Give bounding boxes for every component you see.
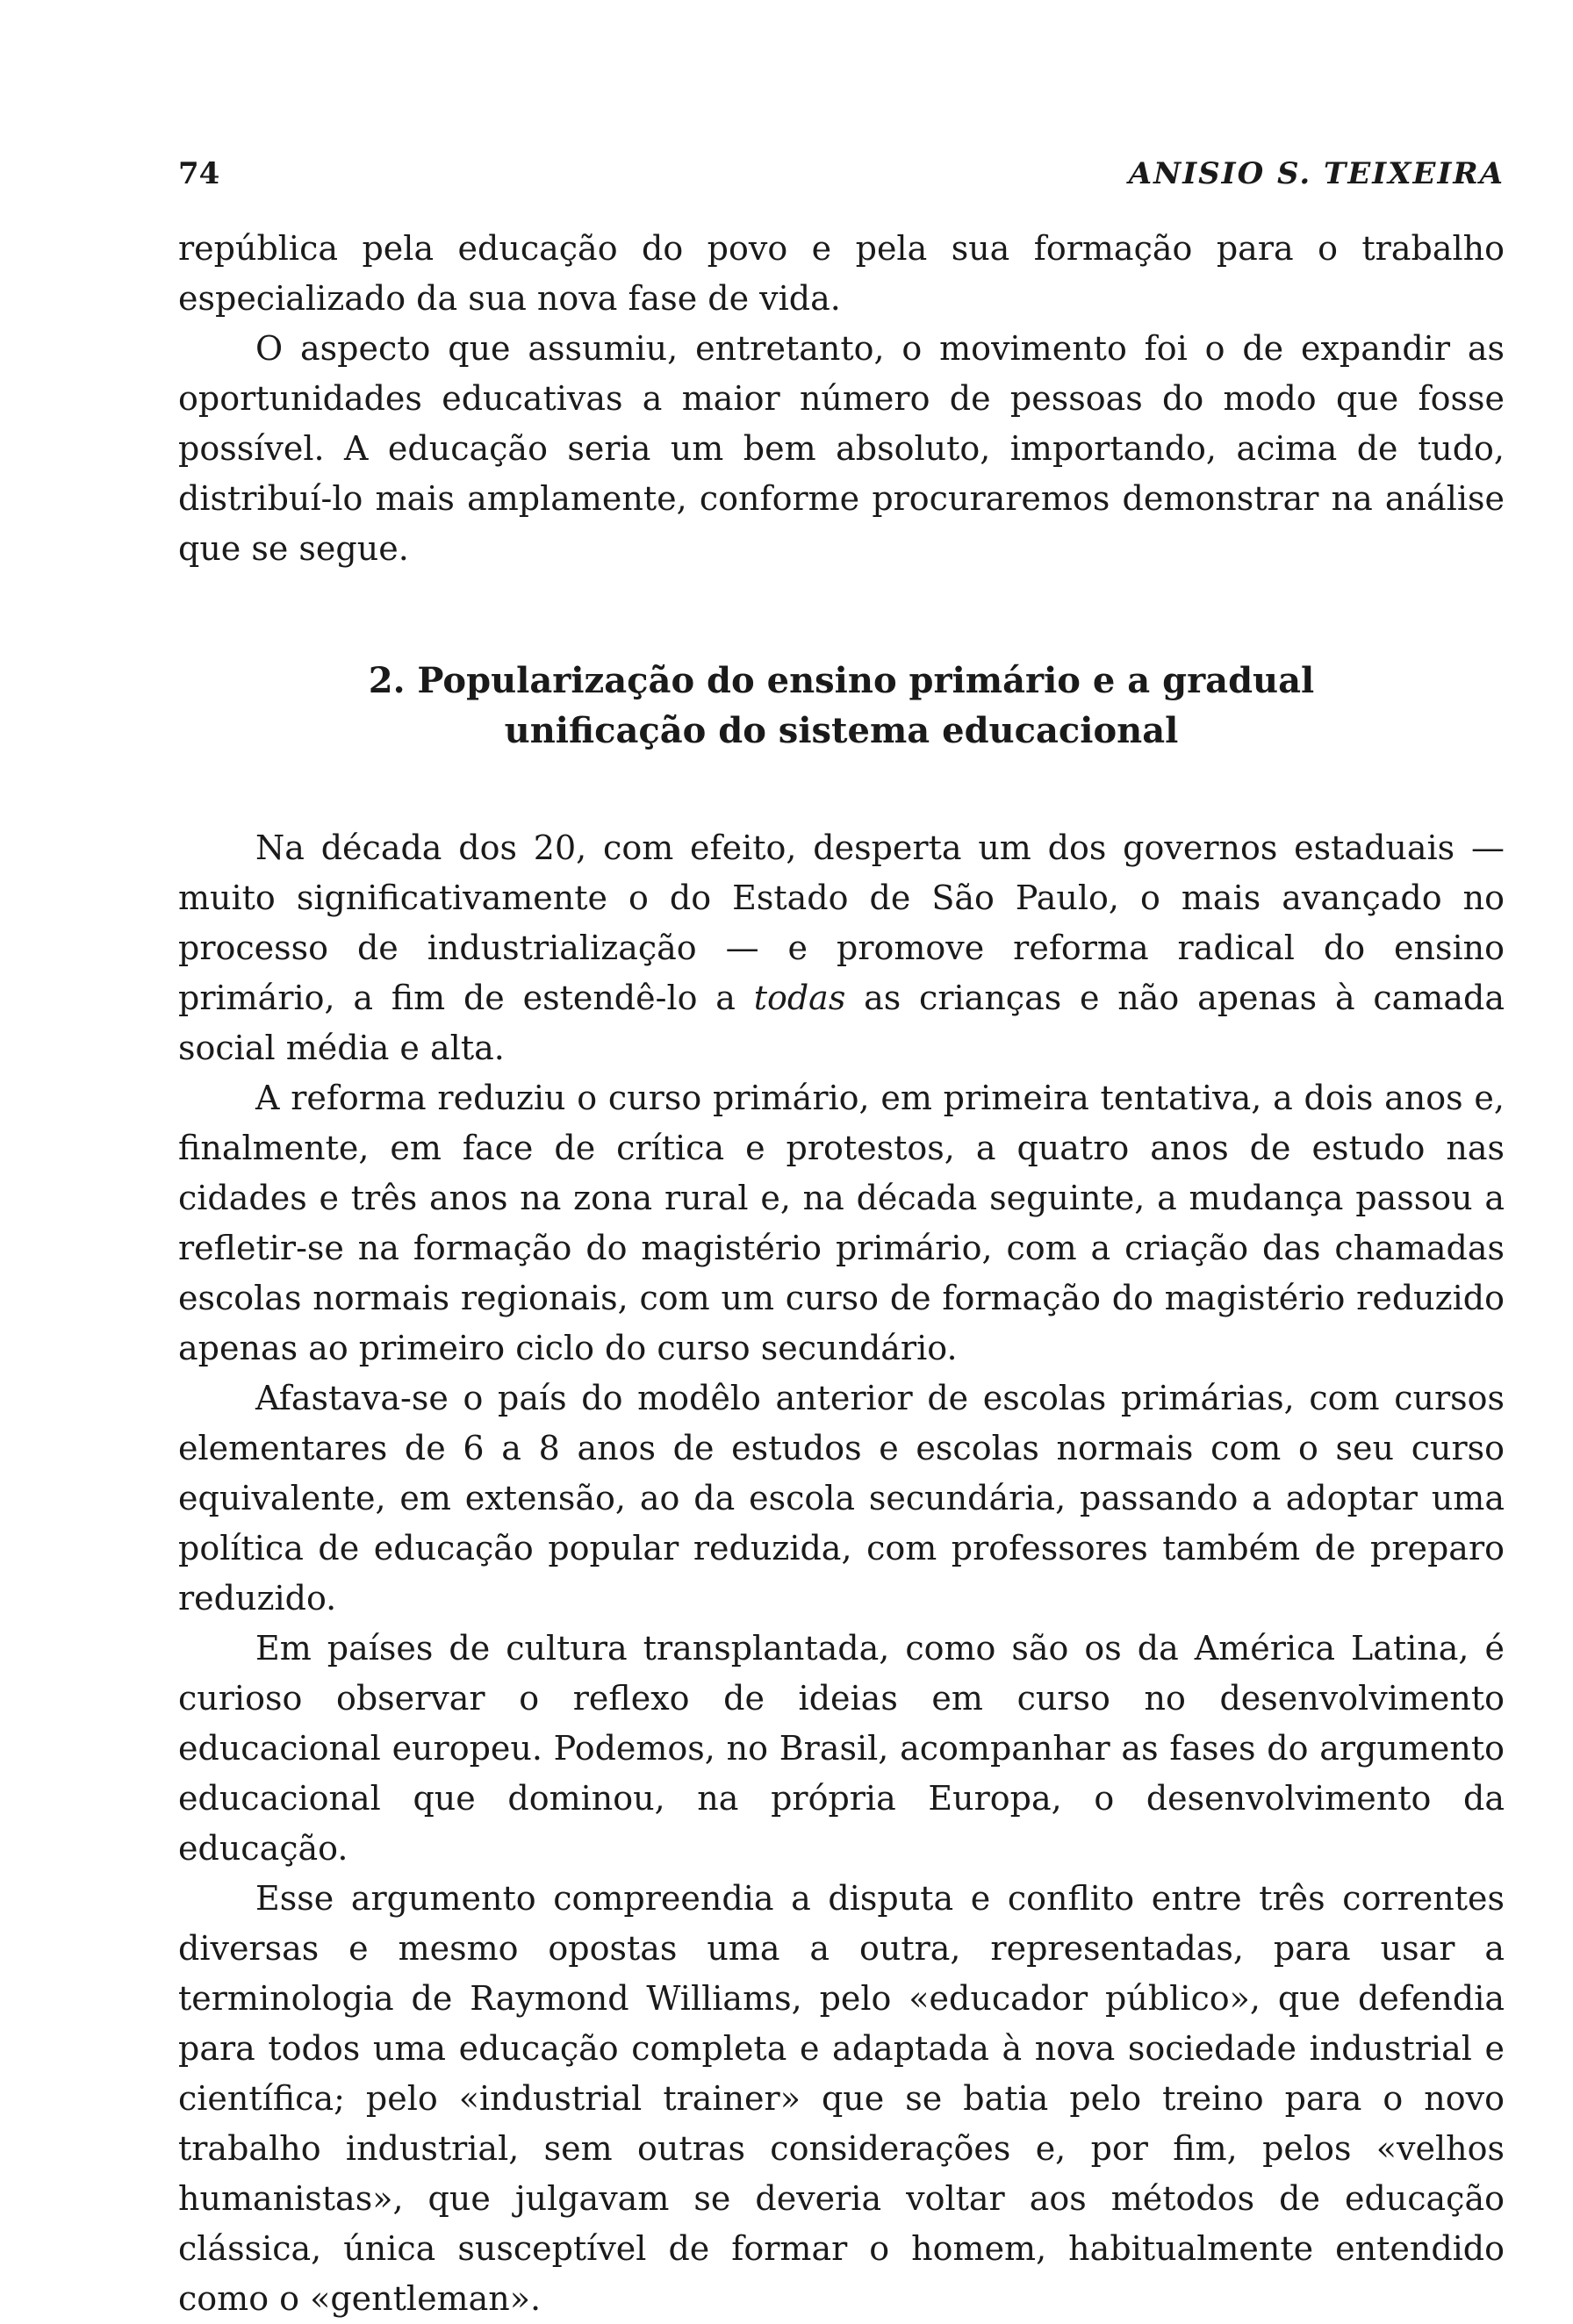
intro-paragraph-2: O aspecto que assumiu, entretanto, o movimento foi o de expandir as oportunidades educativas a maior número de pessoas do modo que fosse possível. A educação seria um bem absoluto, importando, acima de tudo, distribuí-lo mais amplamente, conforme procuraremos demonstrar na análise que se segue. [178, 329, 1505, 568]
section-paragraph-5: Esse argumento compreendia a disputa e conflito entre três correntes diversas e mesmo opostas uma a outra, representadas, para usar a terminologia de Raymond Williams, pelo «educador público», que defendia para todos uma educação completa e adaptada à nova sociedade industrial e científica; pelo «industrial trainer» que se batia pelo treino para o novo trabalho industrial, sem outras considerações e, por fim, pelos «velhos humanistas», que julgavam se deveria voltar aos métodos de educação clássica, única susceptível de formar o homem, habitualmente entendido como o «gentleman». [178, 1879, 1505, 2318]
section-heading-line-2: unificação do sistema educacional [504, 710, 1179, 751]
section-heading [178, 656, 1505, 756]
section-paragraph-3: Afastava-se o país do modêlo anterior de escolas primárias, com cursos elementares de 6 a 8 anos de estudos e escolas normais com o seu curso equivalente, em extensão, ao da escola secundária, passando a adoptar uma política de educação popular reduzida, com professores também de preparo reduzido. [178, 1379, 1505, 1617]
text-block [178, 224, 1505, 2324]
section-paragraph-1 [178, 823, 1505, 1073]
section-heading-line-1: 2. Popularização do ensino primário e a gradual [368, 660, 1315, 701]
paragraph-1-text-after: as crianças e não apenas à camada social média e alta. [178, 979, 1505, 1067]
header-author: ANISIO S. TEIXEIRA [1128, 156, 1505, 191]
intro-paragraph-1: república pela educação do povo e pela sua formação para o trabalho especializado da sua nova fase de vida. [178, 229, 1505, 318]
paragraph-1-italic-word: todas [753, 979, 846, 1017]
page-number: 74 [178, 156, 220, 191]
paragraph-1-text-before: Na década dos 20, com efeito, desperta um dos governos estaduais — muito significativamente o do Estado de São Paulo, o mais avançado no processo de industrialização — e promove reforma radical do ensino primário, a fim de estendê-lo a [178, 828, 1505, 1017]
running-head [178, 156, 1505, 195]
section-paragraph-2: A reforma reduziu o curso primário, em primeira tentativa, a dois anos e, finalmente, em face de crítica e protestos, a quatro anos de estudo nas cidades e três anos na zona rural e, na década seguinte, a mudança passou a refletir-se na formação do magistério primário, com a criação das chamadas escolas normais regionais, com um curso de formação do magistério reduzido apenas ao primeiro ciclo do curso secundário. [178, 1079, 1505, 1367]
section-paragraph-4: Em países de cultura transplantada, como são os da América Latina, é curioso observar o reflexo de ideias em curso no desenvolvimento educacional europeu. Podemos, no Brasil, acompanhar as fases do argumento educacional que dominou, na própria Europa, o desenvolvimento da educação. [178, 1629, 1505, 1868]
